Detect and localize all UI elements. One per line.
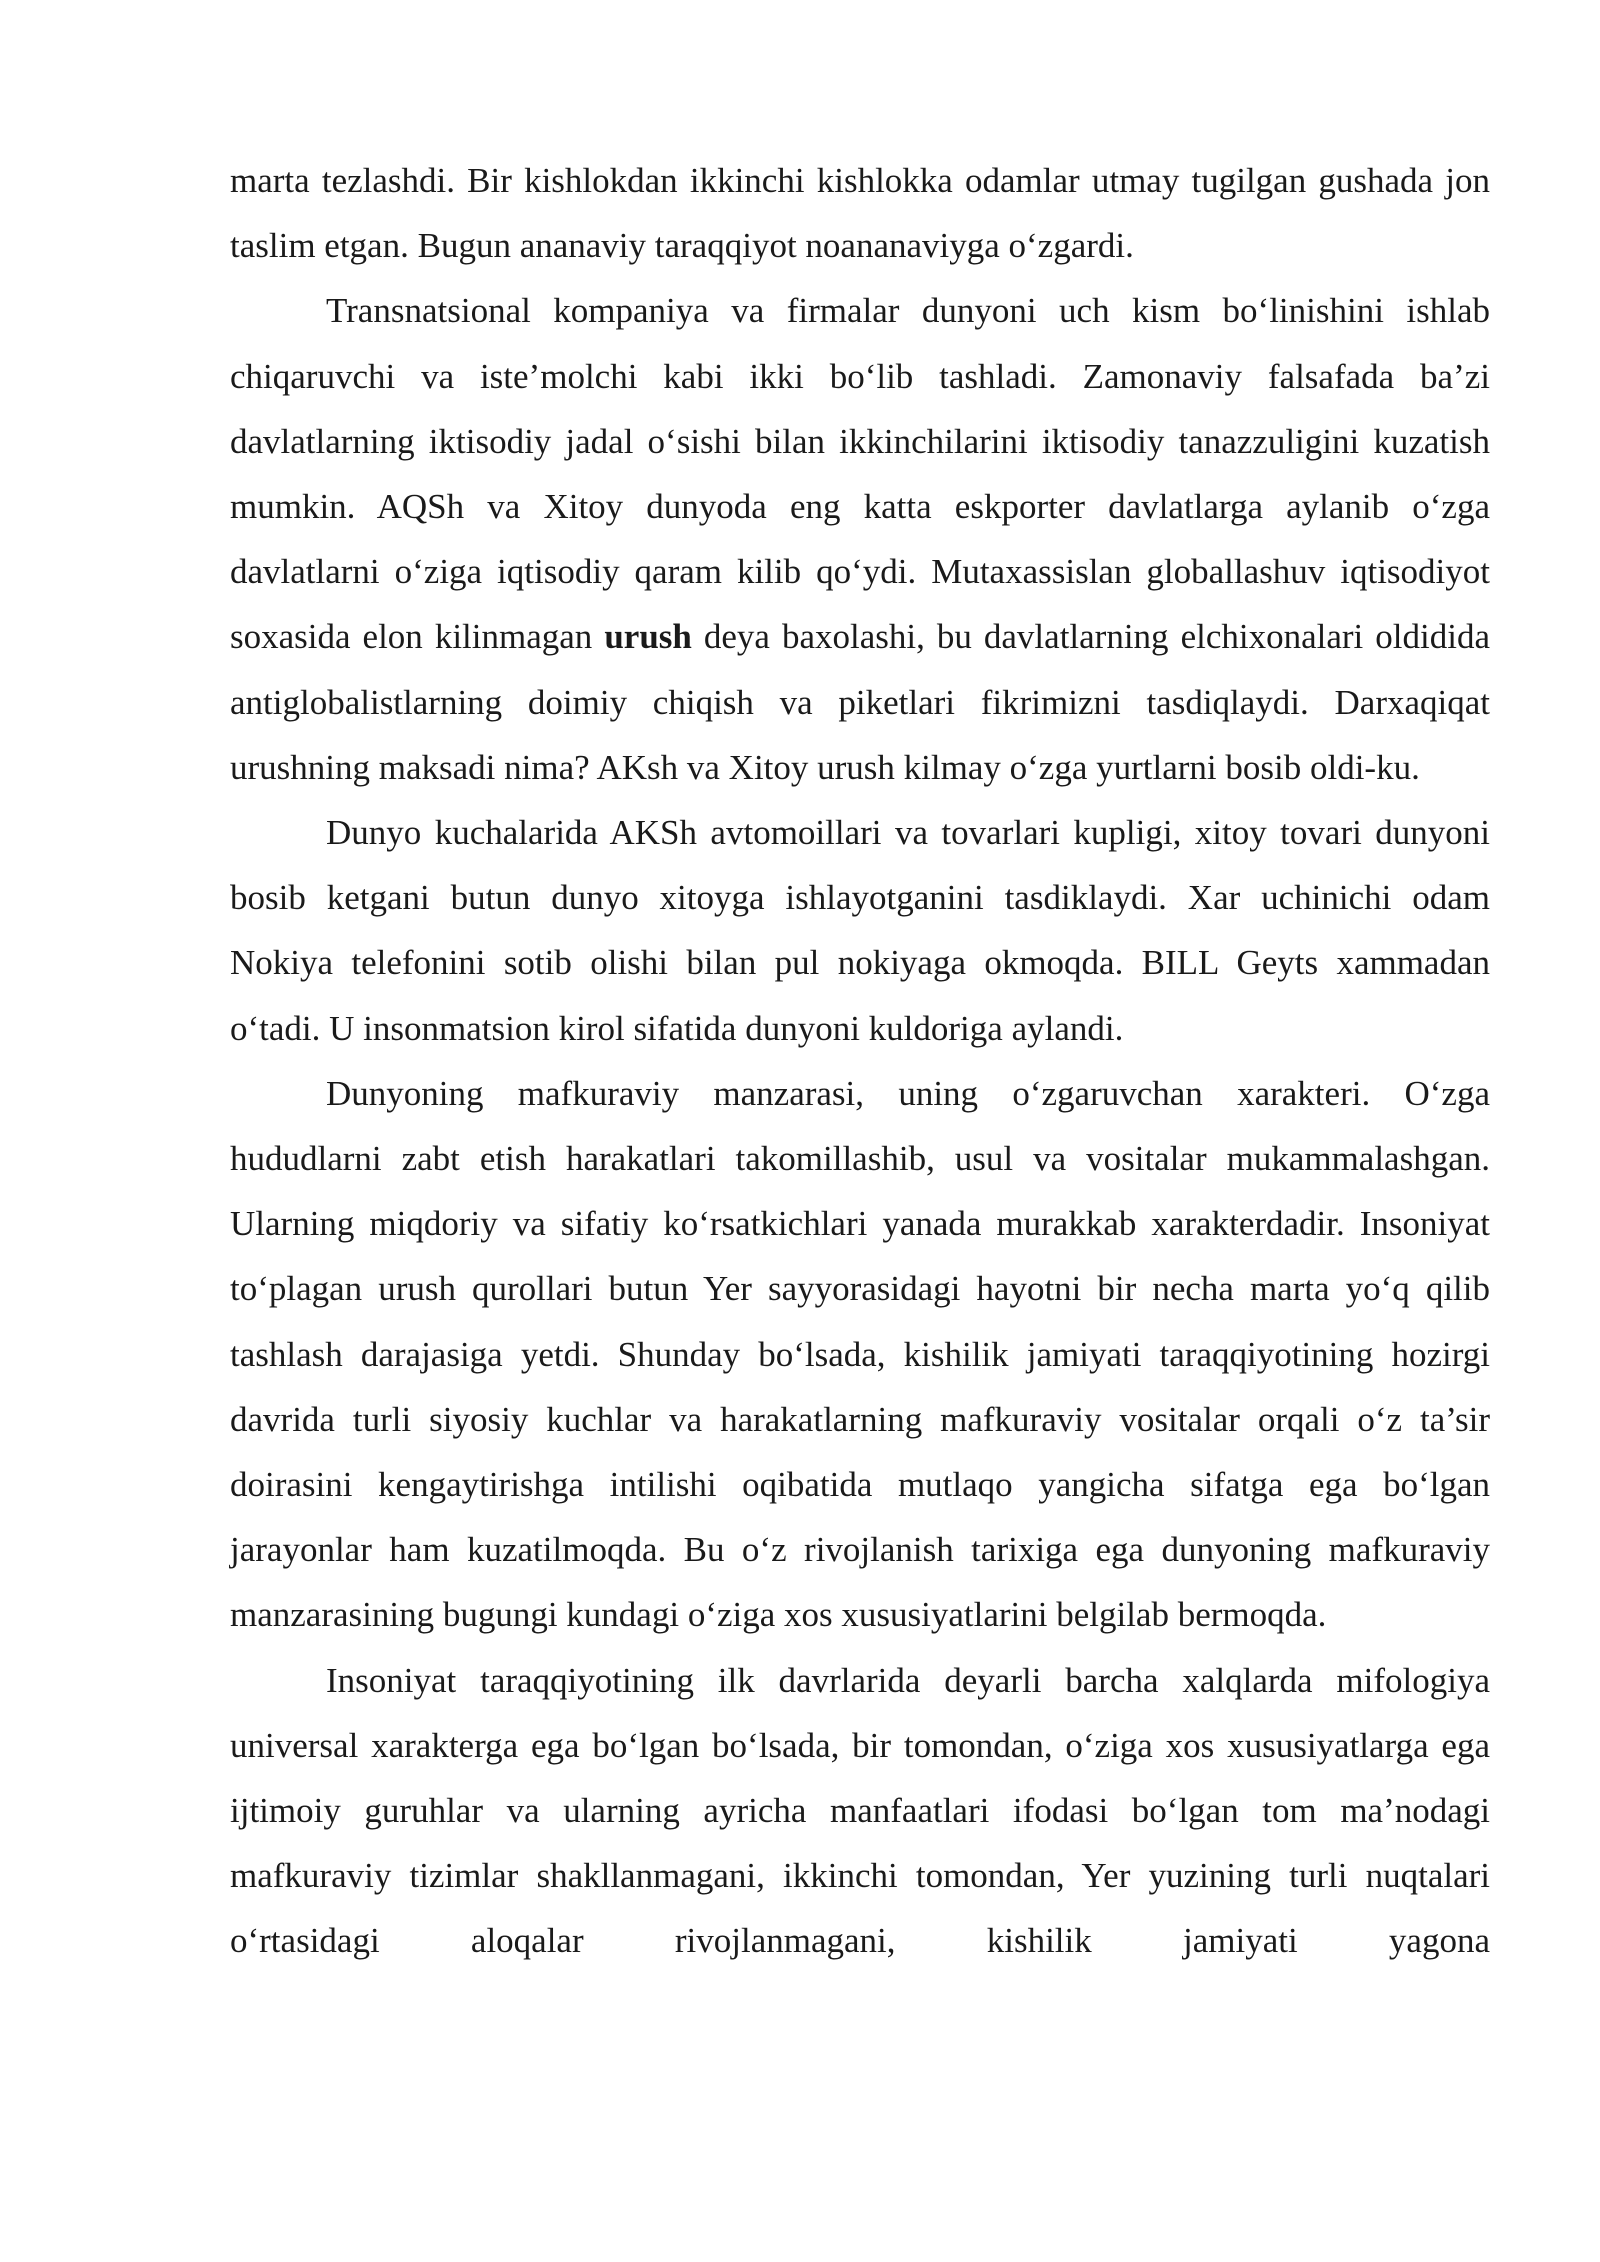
paragraph-4-text: Dunyoning mafkuraviy manzarasi, uning o‘zgaruvchan xarakteri. O‘zga hududlarni zabt etish harakatlari takomillashib, usul va vositalar mukammalashgan. Ularning miqdoriy va sifatiy ko‘rsatkichlari yanada murakkab xarakterdadir. Insoniyat to‘plagan urush qurollari butun Yer sayyorasidagi hayotni bir necha marta yo‘q qilib tashlash darajasiga yetdi. Shunday bo‘lsada, kishilik jamiyati taraqqiyotining hozirgi davrida turli siyosiy kuchlar va harakatlarning mafkuraviy vositalar orqali o‘z ta’sir doirasini kengaytirishga intilishi oqibatida mutlaqo yangicha sifatga ega bo‘lgan jarayonlar ham kuzatilmoqda. Bu o‘z rivojlanish tarixiga ega dunyoning mafkuraviy manzarasining bugungi kundagi o‘ziga xos xususiyatlarini belgilab bermoqda. — [230, 1073, 1490, 1635]
paragraph-1 — [230, 148, 1490, 278]
paragraph-5-text: Insoniyat taraqqiyotining ilk davrlarida deyarli barcha xalqlarda mifologiya universal xarakterga ega bo‘lgan bo‘lsada, bir tomondan, o‘ziga xos xususiyatlarga ega ijtimoiy guruhlar va ularning ayricha manfaatlari ifodasi bo‘lgan tom ma’nodagi mafkuraviy tizimlar shakllanmagani, ikkinchi tomondan, Yer yuzining turli nuqtalari o‘rtasidagi aloqalar rivojlanmagani, kishilik jamiyati yagona — [230, 1660, 1490, 1961]
paragraph-2-text-b: deya baxolashi, bu davlatlarning elchixonalari oldidida antiglobalistlarning doimiy chiqish va piketlari fikrimizni tasdiqlaydi. Darxaqiqat urushning maksadi nima? AKsh va Xitoy urush kilmay o‘zga yurtlarni bosib oldi-ku. — [230, 617, 1490, 787]
paragraph-2 — [230, 278, 1490, 800]
paragraph-4 — [230, 1061, 1490, 1648]
paragraph-3-text: Dunyo kuchalarida AKSh avtomoillari va tovarlari kupligi, xitoy tovari dunyoni bosib ketgani butun dunyo xitoyga ishlayotganini tasdiklaydi. Xar uchinichi odam Nokiya telefonini sotib olishi bilan pul nokiyaga okmoqda. BILL Geyts xammadan o‘tadi. U insonmatsion kirol sifatida dunyoni kuldoriga aylandi. — [230, 813, 1490, 1048]
paragraph-2-text-a: Transnatsional kompaniya va firmalar dunyoni uch kism bo‘linishini ishlab chiqaruvchi va iste’molchi kabi ikki bo‘lib tashladi. Zamonaviy falsafada ba’zi davlatlarning iktisodiy jadal o‘sishi bilan ikkinchilarini iktisodiy tanazzuligini kuzatish mumkin. AQSh va Xitoy dunyoda eng katta eskporter davlatlarga aylanib o‘zga davlatlarni o‘ziga iqtisodiy qaram kilib qo‘ydi. Mutaxassislan globallashuv iqtisodiyot soxasida elon kilinmagan — [230, 291, 1490, 657]
bold-word-urush: urush — [604, 617, 692, 657]
paragraph-1-text: marta tezlashdi. Bir kishlokdan ikkinchi kishlokka odamlar utmay tugilgan gushada jon taslim etgan. Bugun ananaviy taraqqiyot noananaviyga o‘zgardi. — [230, 161, 1490, 266]
paragraph-3 — [230, 800, 1490, 1061]
paragraph-5 — [230, 1648, 1490, 1974]
document-body — [230, 148, 1490, 1974]
